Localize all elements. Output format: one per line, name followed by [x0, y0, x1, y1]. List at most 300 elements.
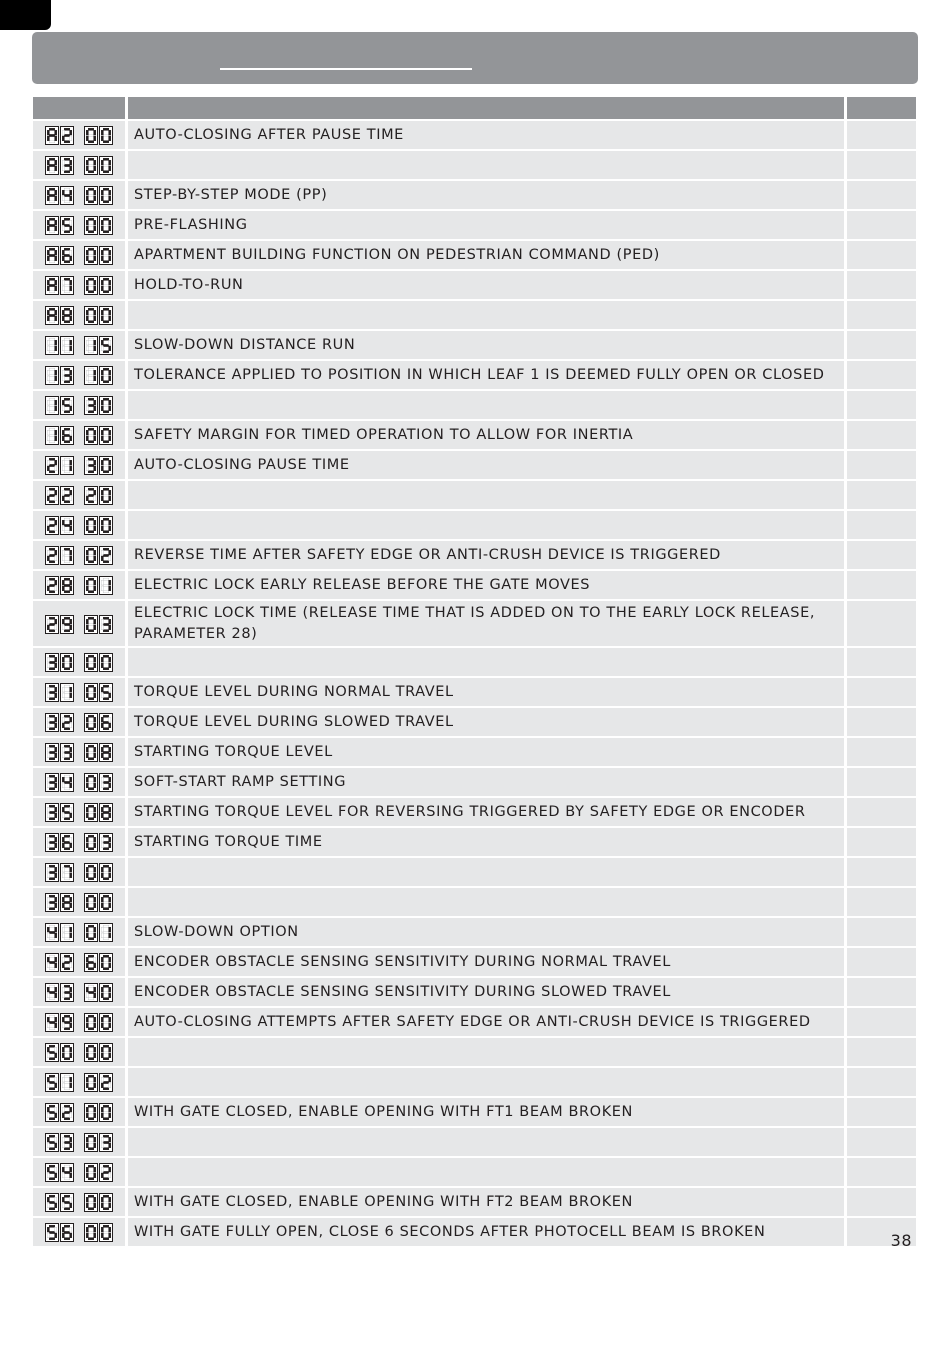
- value-digit: [99, 126, 113, 145]
- code-digit: [60, 336, 74, 355]
- code-digit: [60, 803, 74, 822]
- parameter-setting-cell: [847, 331, 916, 359]
- parameter-setting-cell: [847, 948, 916, 976]
- code-digit: [45, 683, 59, 702]
- value-digit: [99, 893, 113, 912]
- parameter-setting-cell: [847, 391, 916, 419]
- parameter-code-display: [33, 888, 125, 916]
- parameter-setting-cell: [847, 151, 916, 179]
- code-digit: [45, 983, 59, 1002]
- table-row: [33, 151, 916, 179]
- code-digit: [60, 186, 74, 205]
- code-digit: [45, 833, 59, 852]
- code-digit: [60, 653, 74, 672]
- value-digit: [84, 276, 98, 295]
- code-digit: [45, 1163, 59, 1182]
- parameter-description: TORQUE LEVEL DURING SLOWED TRAVEL: [128, 708, 844, 736]
- value-digit: [84, 186, 98, 205]
- code-digit: [60, 216, 74, 235]
- parameter-description: TOLERANCE APPLIED TO POSITION IN WHICH LEAF 1 IS DEEMED FULLY OPEN OR CLOSED: [128, 361, 844, 389]
- parameter-setting-cell: [847, 181, 916, 209]
- code-digit: [45, 893, 59, 912]
- table-row: [33, 121, 916, 149]
- header-title-underline: [220, 68, 472, 70]
- parameter-setting-cell: [847, 768, 916, 796]
- code-digit: [45, 1073, 59, 1092]
- value-digit: [84, 953, 98, 972]
- value-digit: [99, 953, 113, 972]
- code-digit: [45, 336, 59, 355]
- code-digit: [60, 1103, 74, 1122]
- code-digit: [45, 426, 59, 445]
- parameter-code-display: [33, 1158, 125, 1186]
- parameter-code-display: [33, 768, 125, 796]
- value-digit: [99, 336, 113, 355]
- parameter-code-display: [33, 1188, 125, 1216]
- parameter-setting-cell: [847, 571, 916, 599]
- value-digit: [99, 1163, 113, 1182]
- parameter-description: STARTING TORQUE LEVEL FOR REVERSING TRIGGERED BY SAFETY EDGE OR ENCODER: [128, 798, 844, 826]
- parameter-description: AUTO-CLOSING PAUSE TIME: [128, 451, 844, 479]
- value-digit: [84, 1193, 98, 1212]
- parameter-code-display: [33, 738, 125, 766]
- parameter-description: HOLD-TO-RUN: [128, 271, 844, 299]
- table-row: [33, 271, 916, 299]
- value-digit: [84, 156, 98, 175]
- code-digit: [60, 683, 74, 702]
- value-digit: [99, 803, 113, 822]
- value-digit: [84, 833, 98, 852]
- code-digit: [60, 306, 74, 325]
- parameter-code-display: [33, 121, 125, 149]
- code-digit: [45, 516, 59, 535]
- parameter-setting-cell: [847, 1038, 916, 1066]
- table-row: [33, 1098, 916, 1126]
- parameter-setting-cell: [847, 451, 916, 479]
- value-digit: [84, 1223, 98, 1242]
- parameter-description: ELECTRIC LOCK EARLY RELEASE BEFORE THE GATE MOVES: [128, 571, 844, 599]
- section-header-bar: [32, 32, 918, 84]
- table-row: [33, 361, 916, 389]
- parameter-code-display: [33, 451, 125, 479]
- parameter-description: WITH GATE FULLY OPEN, CLOSE 6 SECONDS AFTER PHOTOCELL BEAM IS BROKEN: [128, 1218, 844, 1246]
- parameter-code-display: [33, 1008, 125, 1036]
- parameter-description: STARTING TORQUE TIME: [128, 828, 844, 856]
- value-digit: [84, 893, 98, 912]
- value-digit: [84, 366, 98, 385]
- parameter-code-display: [33, 798, 125, 826]
- table-row: [33, 708, 916, 736]
- parameter-setting-cell: [847, 888, 916, 916]
- parameter-description: [128, 151, 844, 179]
- parameter-code-display: [33, 918, 125, 946]
- value-digit: [99, 743, 113, 762]
- parameter-code-display: [33, 601, 125, 646]
- code-digit: [45, 743, 59, 762]
- parameter-setting-cell: [847, 421, 916, 449]
- table-row: [33, 648, 916, 676]
- value-digit: [84, 615, 98, 634]
- value-digit: [99, 576, 113, 595]
- parameter-code-display: [33, 151, 125, 179]
- table-row: [33, 211, 916, 239]
- parameter-setting-cell: [847, 1008, 916, 1036]
- parameter-code-display: [33, 1038, 125, 1066]
- parameter-description: SLOW-DOWN OPTION: [128, 918, 844, 946]
- value-digit: [99, 456, 113, 475]
- parameter-code-display: [33, 571, 125, 599]
- table-row: [33, 1038, 916, 1066]
- parameter-setting-cell: [847, 1098, 916, 1126]
- table-row: [33, 571, 916, 599]
- value-digit: [99, 366, 113, 385]
- parameter-description: STEP-BY-STEP MODE (PP): [128, 181, 844, 209]
- value-digit: [84, 516, 98, 535]
- value-digit: [84, 306, 98, 325]
- parameter-setting-cell: [847, 1068, 916, 1096]
- code-digit: [45, 486, 59, 505]
- value-digit: [84, 486, 98, 505]
- parameter-setting-cell: [847, 121, 916, 149]
- code-digit: [60, 743, 74, 762]
- parameter-code-display: [33, 648, 125, 676]
- parameter-setting-cell: [847, 361, 916, 389]
- parameter-description: WITH GATE CLOSED, ENABLE OPENING WITH FT2 BEAM BROKEN: [128, 1188, 844, 1216]
- parameter-setting-cell: [847, 1188, 916, 1216]
- code-digit: [45, 576, 59, 595]
- code-digit: [60, 486, 74, 505]
- code-digit: [60, 126, 74, 145]
- table-row: [33, 888, 916, 916]
- value-digit: [84, 803, 98, 822]
- table-row: [33, 1008, 916, 1036]
- table-row: [33, 1158, 916, 1186]
- value-digit: [99, 1013, 113, 1032]
- value-digit: [99, 1103, 113, 1122]
- code-digit: [60, 893, 74, 912]
- parameter-description: [128, 888, 844, 916]
- parameter-code-display: [33, 708, 125, 736]
- parameter-code-display: [33, 858, 125, 886]
- table-row: [33, 1128, 916, 1156]
- parameter-setting-cell: [847, 678, 916, 706]
- value-digit: [99, 683, 113, 702]
- parameter-code-display: [33, 1098, 125, 1126]
- parameter-description: [128, 511, 844, 539]
- code-digit: [60, 156, 74, 175]
- parameter-table: [33, 95, 916, 1248]
- table-row: [33, 798, 916, 826]
- code-digit: [45, 863, 59, 882]
- value-digit: [99, 546, 113, 565]
- parameter-description: WITH GATE CLOSED, ENABLE OPENING WITH FT1 BEAM BROKEN: [128, 1098, 844, 1126]
- code-digit: [60, 1013, 74, 1032]
- parameter-description: ENCODER OBSTACLE SENSING SENSITIVITY DURING SLOWED TRAVEL: [128, 978, 844, 1006]
- code-digit: [45, 246, 59, 265]
- code-digit: [45, 216, 59, 235]
- value-digit: [99, 516, 113, 535]
- table-row: [33, 768, 916, 796]
- value-digit: [84, 683, 98, 702]
- code-digit: [45, 923, 59, 942]
- parameter-code-display: [33, 421, 125, 449]
- code-digit: [45, 396, 59, 415]
- parameter-setting-cell: [847, 601, 916, 646]
- code-digit: [60, 953, 74, 972]
- parameter-description: AUTO-CLOSING ATTEMPTS AFTER SAFETY EDGE OR ANTI-CRUSH DEVICE IS TRIGGERED: [128, 1008, 844, 1036]
- value-digit: [84, 1013, 98, 1032]
- table-row: [33, 738, 916, 766]
- value-digit: [99, 1073, 113, 1092]
- table-header-row: [33, 97, 916, 119]
- value-digit: [84, 456, 98, 475]
- table-row: [33, 181, 916, 209]
- value-digit: [99, 653, 113, 672]
- table-row: [33, 678, 916, 706]
- value-digit: [84, 336, 98, 355]
- code-digit: [60, 863, 74, 882]
- code-digit: [60, 1043, 74, 1062]
- parameter-code-display: [33, 241, 125, 269]
- code-digit: [45, 366, 59, 385]
- value-digit: [84, 923, 98, 942]
- parameter-description: [128, 1158, 844, 1186]
- table-row: [33, 511, 916, 539]
- table-row: [33, 421, 916, 449]
- table-row: [33, 858, 916, 886]
- value-digit: [99, 1193, 113, 1212]
- value-digit: [84, 546, 98, 565]
- code-digit: [45, 156, 59, 175]
- table-row: [33, 451, 916, 479]
- code-digit: [60, 516, 74, 535]
- parameter-code-display: [33, 828, 125, 856]
- code-digit: [45, 615, 59, 634]
- table-row: [33, 541, 916, 569]
- code-digit: [45, 186, 59, 205]
- value-digit: [84, 863, 98, 882]
- value-digit: [99, 156, 113, 175]
- parameter-setting-cell: [847, 1128, 916, 1156]
- code-digit: [60, 713, 74, 732]
- code-digit: [60, 426, 74, 445]
- parameter-setting-cell: [847, 541, 916, 569]
- value-digit: [99, 1223, 113, 1242]
- code-digit: [60, 246, 74, 265]
- parameter-description: SLOW-DOWN DISTANCE RUN: [128, 331, 844, 359]
- parameter-code-display: [33, 301, 125, 329]
- value-digit: [84, 1163, 98, 1182]
- code-digit: [45, 1043, 59, 1062]
- table-row: [33, 978, 916, 1006]
- table-row: [33, 331, 916, 359]
- parameter-code-display: [33, 948, 125, 976]
- parameter-description: APARTMENT BUILDING FUNCTION ON PEDESTRIAN COMMAND (PED): [128, 241, 844, 269]
- table-row: [33, 948, 916, 976]
- table-row: [33, 241, 916, 269]
- code-digit: [45, 713, 59, 732]
- parameter-code-display: [33, 481, 125, 509]
- value-digit: [99, 306, 113, 325]
- table-row: [33, 918, 916, 946]
- parameter-setting-cell: [847, 301, 916, 329]
- parameter-code-display: [33, 511, 125, 539]
- code-digit: [60, 576, 74, 595]
- code-digit: [60, 1223, 74, 1242]
- code-digit: [60, 396, 74, 415]
- value-digit: [84, 1073, 98, 1092]
- parameter-description: REVERSE TIME AFTER SAFETY EDGE OR ANTI-CRUSH DEVICE IS TRIGGERED: [128, 541, 844, 569]
- parameter-setting-cell: [847, 211, 916, 239]
- value-digit: [99, 216, 113, 235]
- parameter-description: [128, 1038, 844, 1066]
- value-digit: [84, 1103, 98, 1122]
- parameter-description: [128, 481, 844, 509]
- code-digit: [60, 1193, 74, 1212]
- table-row: [33, 481, 916, 509]
- header-cell-description: [128, 97, 844, 119]
- code-digit: [60, 923, 74, 942]
- code-digit: [60, 615, 74, 634]
- value-digit: [99, 1133, 113, 1152]
- parameter-description: AUTO-CLOSING AFTER PAUSE TIME: [128, 121, 844, 149]
- value-digit: [99, 186, 113, 205]
- value-digit: [99, 276, 113, 295]
- code-digit: [60, 983, 74, 1002]
- code-digit: [60, 546, 74, 565]
- code-digit: [45, 1223, 59, 1242]
- parameter-description: [128, 1128, 844, 1156]
- code-digit: [45, 1013, 59, 1032]
- value-digit: [84, 773, 98, 792]
- parameter-description: STARTING TORQUE LEVEL: [128, 738, 844, 766]
- code-digit: [60, 833, 74, 852]
- parameter-code-display: [33, 541, 125, 569]
- parameter-description: SOFT-START RAMP SETTING: [128, 768, 844, 796]
- parameter-code-display: [33, 211, 125, 239]
- parameter-code-display: [33, 1128, 125, 1156]
- parameter-setting-cell: [847, 708, 916, 736]
- parameter-description: [128, 858, 844, 886]
- parameter-setting-cell: [847, 918, 916, 946]
- parameter-description: [128, 391, 844, 419]
- parameter-code-display: [33, 1218, 125, 1246]
- code-digit: [60, 1073, 74, 1092]
- parameter-setting-cell: [847, 271, 916, 299]
- code-digit: [45, 306, 59, 325]
- value-digit: [84, 1133, 98, 1152]
- value-digit: [99, 983, 113, 1002]
- value-digit: [84, 743, 98, 762]
- value-digit: [84, 1043, 98, 1062]
- value-digit: [84, 576, 98, 595]
- parameter-description: [128, 301, 844, 329]
- table-row: [33, 1068, 916, 1096]
- parameter-setting-cell: [847, 738, 916, 766]
- page-corner-tab: [0, 0, 51, 30]
- value-digit: [99, 396, 113, 415]
- code-digit: [45, 773, 59, 792]
- table-row: [33, 828, 916, 856]
- code-digit: [45, 653, 59, 672]
- parameter-setting-cell: [847, 1158, 916, 1186]
- code-digit: [45, 1103, 59, 1122]
- value-digit: [99, 713, 113, 732]
- header-cell-code: [33, 97, 125, 119]
- code-digit: [45, 126, 59, 145]
- code-digit: [45, 1193, 59, 1212]
- parameter-description: [128, 648, 844, 676]
- parameter-setting-cell: [847, 241, 916, 269]
- parameter-description: TORQUE LEVEL DURING NORMAL TRAVEL: [128, 678, 844, 706]
- parameter-setting-cell: [847, 481, 916, 509]
- value-digit: [84, 126, 98, 145]
- parameter-description: PRE-FLASHING: [128, 211, 844, 239]
- parameter-code-display: [33, 181, 125, 209]
- header-cell-setting: [847, 97, 916, 119]
- value-digit: [99, 923, 113, 942]
- parameter-setting-cell: [847, 978, 916, 1006]
- value-digit: [84, 216, 98, 235]
- code-digit: [60, 456, 74, 475]
- code-digit: [60, 1163, 74, 1182]
- code-digit: [45, 276, 59, 295]
- code-digit: [45, 803, 59, 822]
- parameter-code-display: [33, 978, 125, 1006]
- value-digit: [84, 983, 98, 1002]
- value-digit: [99, 615, 113, 634]
- parameter-setting-cell: [847, 858, 916, 886]
- table-row: [33, 1188, 916, 1216]
- parameter-description: [128, 1068, 844, 1096]
- parameter-setting-cell: [847, 511, 916, 539]
- value-digit: [84, 713, 98, 732]
- value-digit: [84, 246, 98, 265]
- value-digit: [84, 396, 98, 415]
- parameter-code-display: [33, 678, 125, 706]
- parameter-code-display: [33, 331, 125, 359]
- page-number: 38: [890, 1231, 912, 1250]
- code-digit: [45, 456, 59, 475]
- code-digit: [60, 773, 74, 792]
- code-digit: [60, 276, 74, 295]
- code-digit: [45, 1133, 59, 1152]
- value-digit: [84, 653, 98, 672]
- parameter-description: ENCODER OBSTACLE SENSING SENSITIVITY DURING NORMAL TRAVEL: [128, 948, 844, 976]
- parameter-description: ELECTRIC LOCK TIME (RELEASE TIME THAT IS ADDED ON TO THE EARLY LOCK RELEASE, PARAMETER 28): [128, 601, 844, 646]
- parameter-setting-cell: [847, 798, 916, 826]
- parameter-setting-cell: [847, 828, 916, 856]
- table-row: [33, 1218, 916, 1246]
- table-row: [33, 301, 916, 329]
- table-row: [33, 601, 916, 646]
- parameter-code-display: [33, 271, 125, 299]
- value-digit: [99, 1043, 113, 1062]
- parameter-setting-cell: [847, 648, 916, 676]
- code-digit: [60, 366, 74, 385]
- code-digit: [60, 1133, 74, 1152]
- value-digit: [99, 833, 113, 852]
- code-digit: [45, 953, 59, 972]
- value-digit: [99, 486, 113, 505]
- parameter-code-display: [33, 1068, 125, 1096]
- value-digit: [84, 426, 98, 445]
- parameter-code-display: [33, 391, 125, 419]
- value-digit: [99, 246, 113, 265]
- parameter-description: SAFETY MARGIN FOR TIMED OPERATION TO ALLOW FOR INERTIA: [128, 421, 844, 449]
- table-row: [33, 391, 916, 419]
- code-digit: [45, 546, 59, 565]
